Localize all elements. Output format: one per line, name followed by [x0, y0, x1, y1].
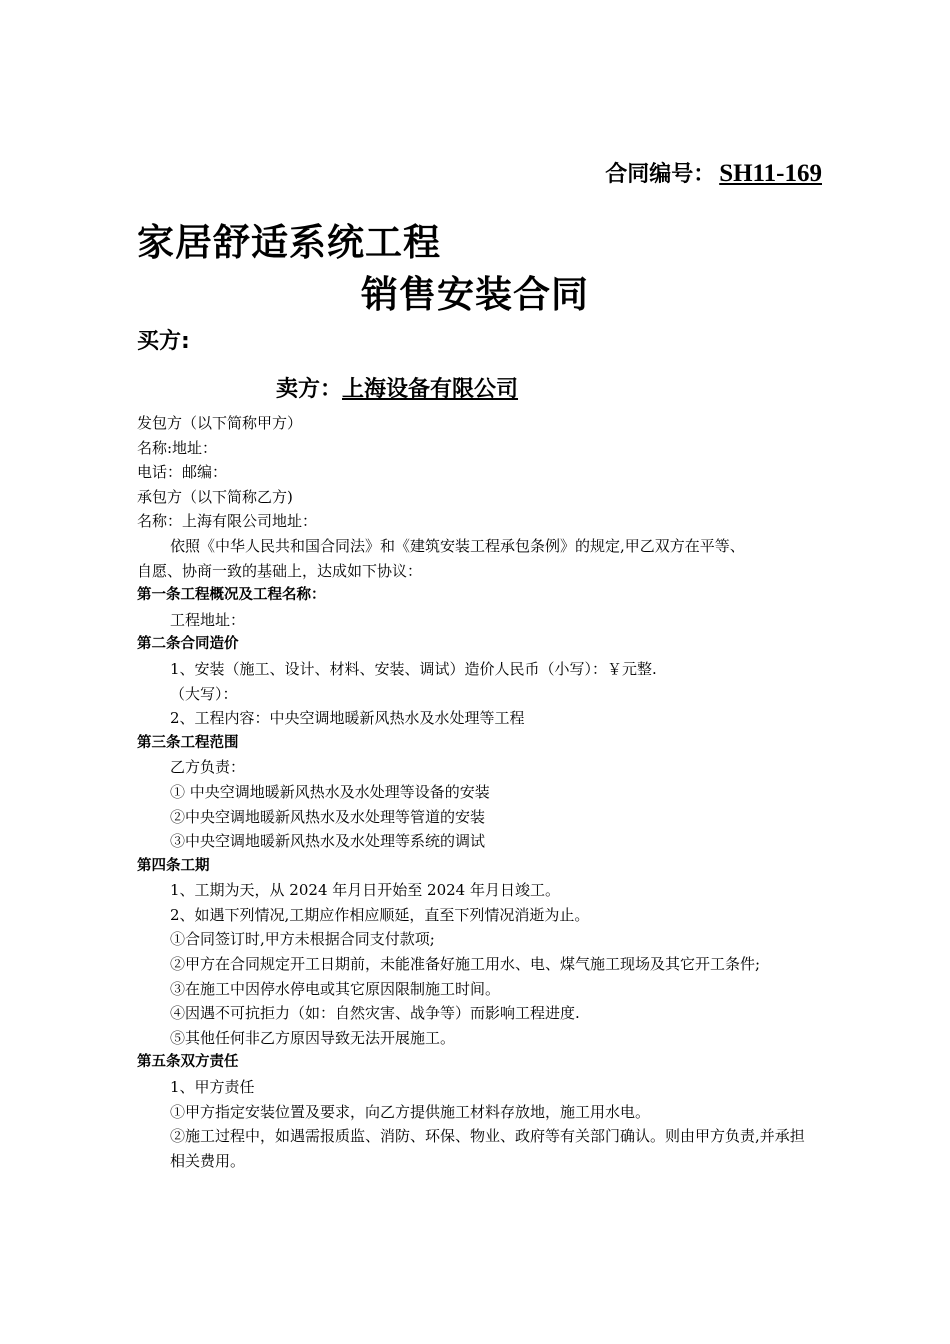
article-4-case-2: ②甲方在合同规定开工日期前，未能准备好施工用水、电、煤气施工现场及其它开工条件; [170, 955, 761, 974]
party-a-heading: 发包方（以下简称甲方） [137, 414, 303, 432]
article-4-case-1: ①合同签订时,甲方未根据合同支付款项; [170, 930, 435, 949]
article-4-item-1: 1、工期为天，从 2024 年月日开始至 2024 年月日竣工。 [170, 881, 560, 900]
article-4-case-5: ⑤其他任何非乙方原因导致无法开展施工。 [170, 1028, 456, 1047]
article-5-party-a-item-1: ①甲方指定安装位置及要求，向乙方提供施工材料存放地，施工用水电。 [170, 1102, 651, 1121]
article-2-item-2: 2、工程内容：中央空调地暖新风热水及水处理等工程 [170, 709, 525, 728]
article-2-item-1: 1、安装（施工、设计、材料、安装、调试）造价人民币（小写）：￥元整. [170, 659, 657, 678]
party-a-phone-zip: 电话：邮编： [137, 463, 228, 482]
contract-number-label: 合同编号： [605, 162, 716, 187]
title-line-1: 家居舒适系统工程 [137, 221, 441, 264]
article-4-case-4: ④因遇不可抗拒力（如：自然灾害、战争等）而影响工程进度. [170, 1004, 580, 1023]
article-5-heading: 第五条双方责任 [137, 1054, 239, 1071]
party-b-name-address: 名称：上海有限公司地址： [137, 512, 318, 531]
article-4-item-2: 2、如遇下列情况,工期应作相应顺延，直至下列情况消逝为止。 [170, 905, 590, 924]
seller-line [276, 372, 518, 403]
article-5-party-a-item-2: ②施工过程中，如遇需报质监、消防、环保、物业、政府等有关部门确认。则由甲方负责,并承担相关费用。 [170, 1127, 805, 1170]
buyer-label: 买方: [137, 329, 190, 354]
article-1-address: 工程地址： [170, 610, 246, 629]
contract-number [605, 157, 822, 188]
article-3-item-3: ③中央空调地暖新风热水及水处理等系统的调试 [170, 832, 486, 851]
seller-label: 卖方： [276, 377, 343, 402]
contract-body [137, 411, 817, 1173]
article-1-heading: 第一条工程概况及工程名称： [137, 587, 326, 604]
article-5-party-a: 1、甲方责任 [170, 1078, 255, 1097]
party-b-heading: 承包方（以下简称乙方) [137, 487, 293, 506]
party-a-name-address: 名称:地址： [137, 438, 218, 457]
seller-name: 上海设备有限公司 [342, 377, 519, 402]
contract-number-value: SH11-169 [719, 160, 822, 187]
article-3-intro: 乙方负责： [170, 758, 246, 777]
article-4-case-3: ③在施工中因停水停电或其它原因限制施工时间。 [170, 979, 501, 998]
article-2-heading: 第二条合同造价 [137, 636, 239, 653]
article-4-heading: 第四条工期 [137, 857, 210, 874]
article-3-item-2: ②中央空调地暖新风热水及水处理等管道的安装 [170, 807, 486, 826]
article-3-heading: 第三条工程范围 [137, 734, 239, 751]
title-line-2: 销售安装合同 [361, 273, 589, 316]
preamble-line-1: 依照《中华人民共和国合同法》和《建筑安装工程承包条例》的规定,甲乙双方在平等、 [170, 536, 745, 555]
article-3-item-1: ① 中央空调地暖新风热水及水处理等设备的安装 [170, 782, 490, 801]
article-2-item-1-capital: （大写）： [170, 684, 238, 703]
preamble-line-2: 自愿、协商一致的基础上，达成如下协议： [137, 561, 423, 580]
